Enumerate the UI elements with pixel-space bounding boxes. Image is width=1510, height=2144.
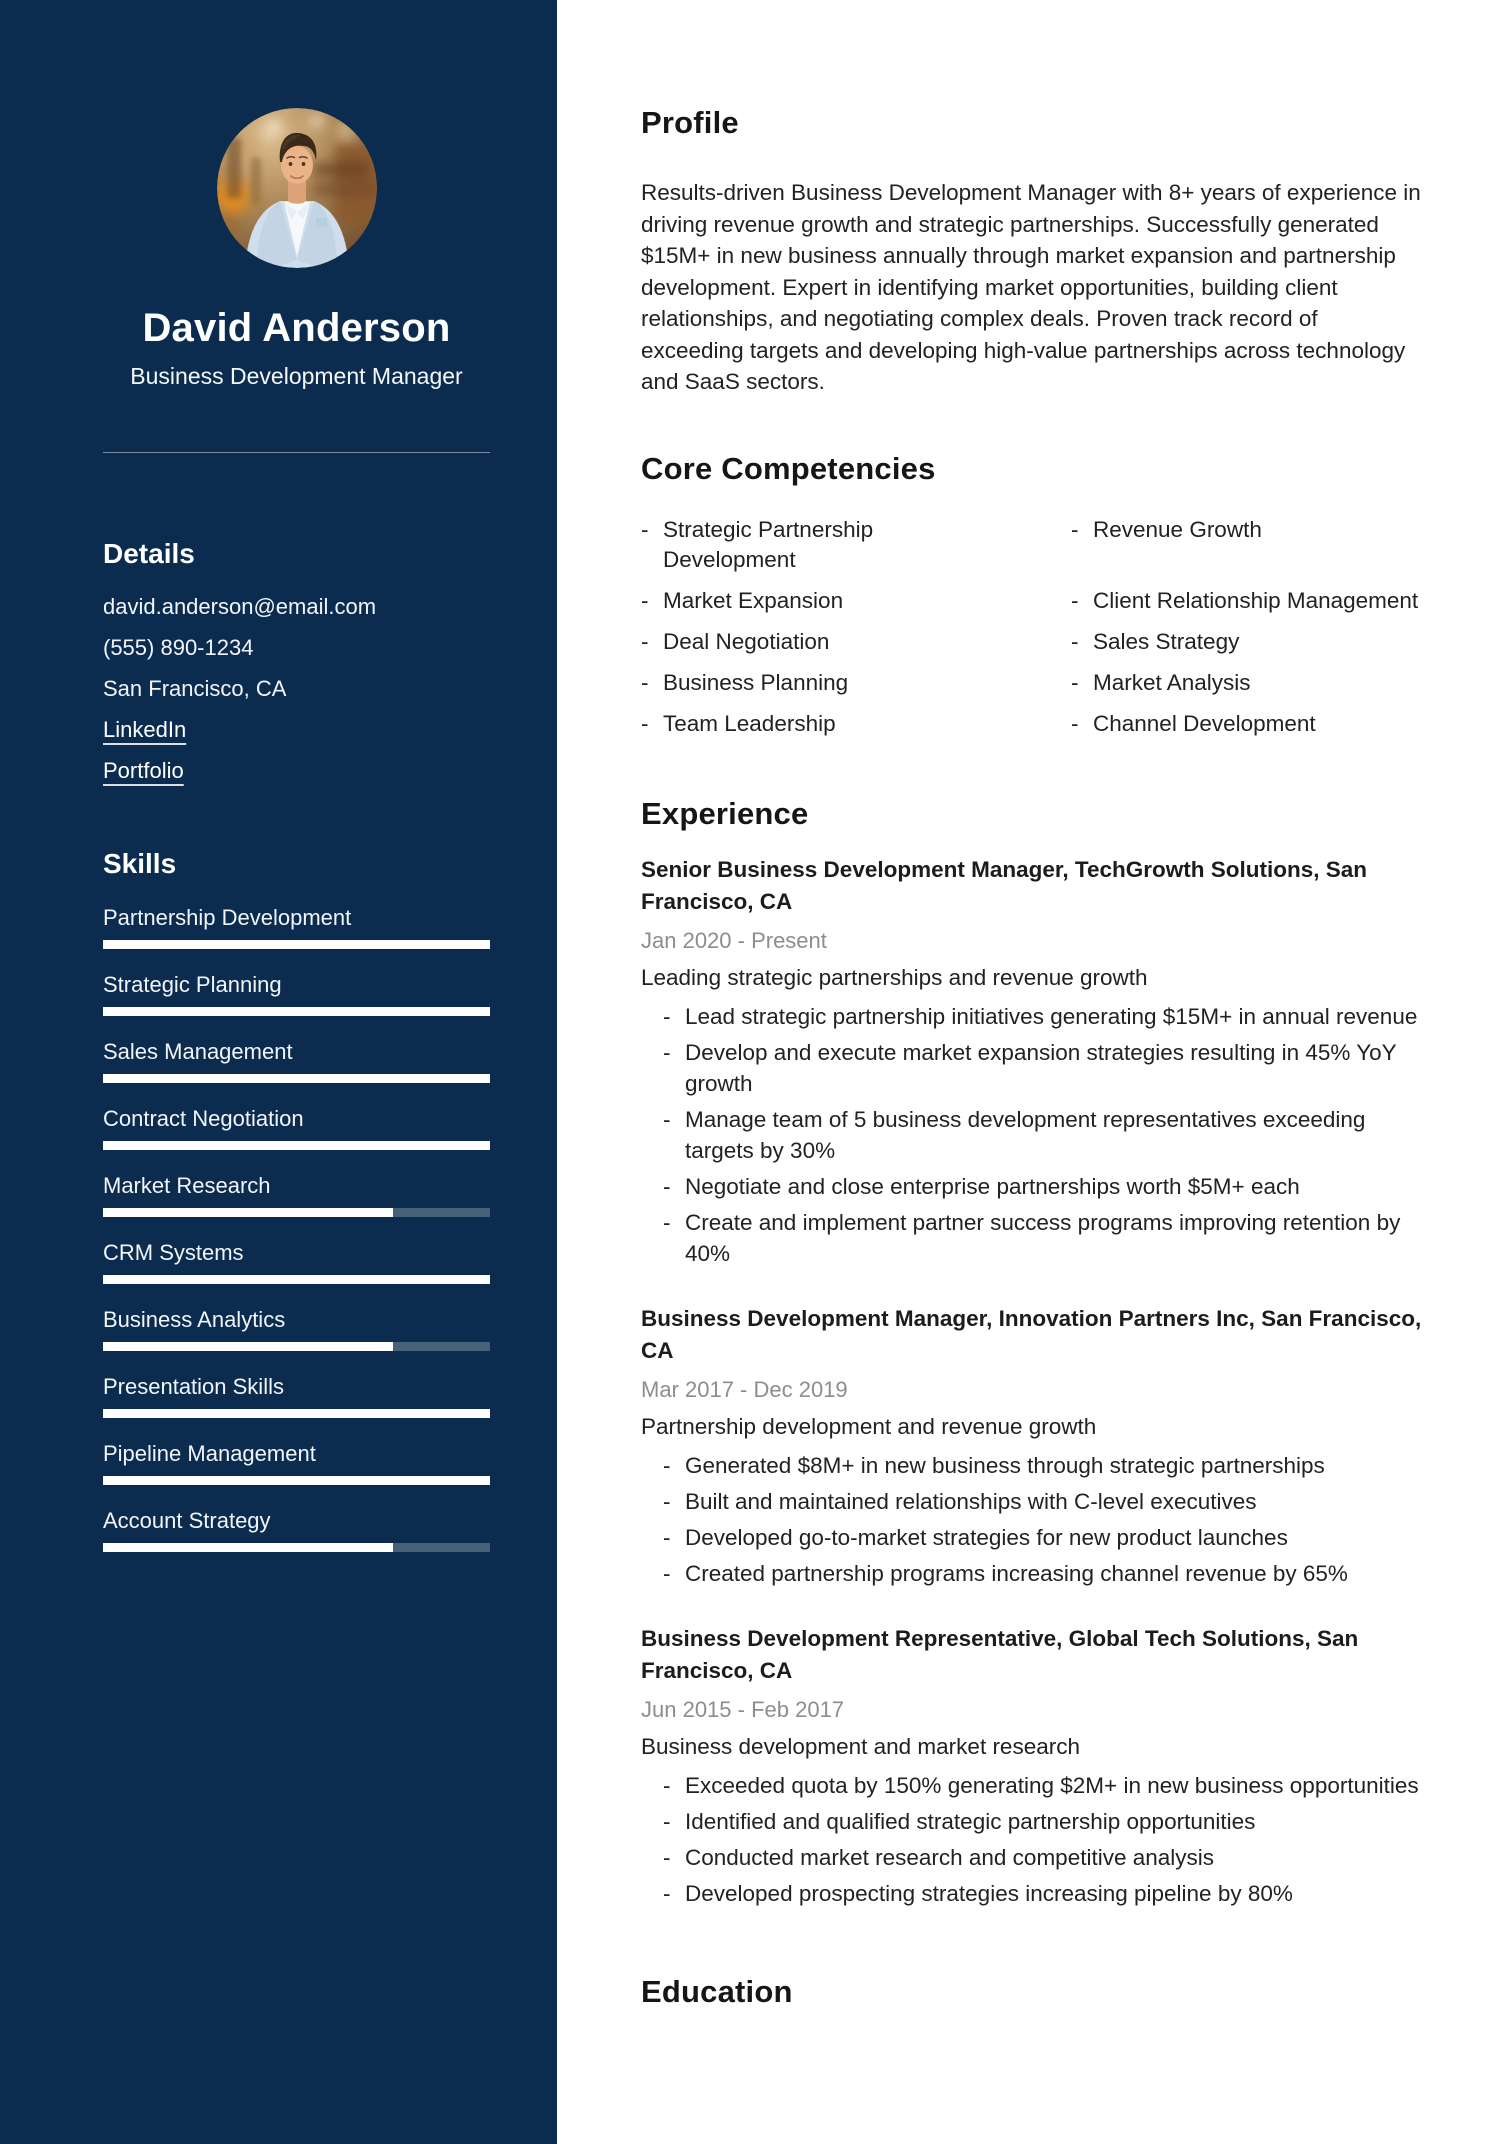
- dash-bullet: -: [641, 628, 649, 654]
- skill-item: [103, 1173, 490, 1217]
- competency-label: Client Relationship Management: [1093, 587, 1419, 613]
- skill-item: [103, 972, 490, 1016]
- contact-list: [103, 586, 490, 791]
- job-bullet: [641, 1001, 1431, 1032]
- job-bullet-text: Identified and qualified strategic partnership opportunities: [685, 1808, 1256, 1834]
- skill-item: [103, 1240, 490, 1284]
- job-bullet-text: Conducted market research and competitive analysis: [685, 1844, 1215, 1870]
- skill-bar-fill: [103, 1409, 490, 1418]
- job-bullets: [641, 1770, 1440, 1909]
- dash-bullet: -: [1071, 587, 1079, 613]
- core-competencies-grid: [641, 515, 1440, 739]
- skill-item: [103, 1307, 490, 1351]
- job-bullet-text: Generated $8M+ in new business through strategic partnerships: [685, 1452, 1325, 1478]
- skill-label: Pipeline Management: [103, 1441, 316, 1466]
- competency-label: Sales Strategy: [1093, 628, 1240, 654]
- job-dates: Jan 2020 - Present: [641, 927, 827, 953]
- job-title: Business Development Representative, Global Tech Solutions, San Francisco, CA: [641, 1625, 1359, 1683]
- job-bullet: [641, 1806, 1431, 1837]
- skill-bar: [103, 1007, 490, 1016]
- contact-link-portfolio[interactable]: Portfolio: [103, 758, 184, 783]
- person-name: David Anderson: [142, 306, 451, 350]
- competency-label: Team Leadership: [663, 710, 836, 736]
- person-headline: Business Development Manager: [130, 363, 463, 389]
- contact-phone: (555) 890-1234: [103, 635, 254, 660]
- job-bullet: [641, 1842, 1431, 1873]
- skill-label: Sales Management: [103, 1039, 293, 1064]
- dash-bullet: -: [663, 1560, 671, 1586]
- job-bullet: [641, 1104, 1431, 1166]
- competency-item: [641, 709, 1071, 739]
- competency-item: [1071, 709, 1440, 739]
- profile-photo: [217, 108, 377, 268]
- skill-bar: [103, 1342, 490, 1351]
- skill-label: Account Strategy: [103, 1508, 271, 1533]
- dash-bullet: -: [663, 1452, 671, 1478]
- dash-bullet: -: [1071, 628, 1079, 654]
- job-bullet-text: Develop and execute market expansion strategies resulting in 45% YoY growth: [685, 1039, 1397, 1096]
- dash-bullet: -: [663, 1772, 671, 1798]
- dash-bullet: -: [663, 1173, 671, 1199]
- skill-bar-fill: [103, 1275, 490, 1284]
- job-bullet-text: Manage team of 5 business development representatives exceeding targets by 30%: [685, 1106, 1366, 1163]
- job-dates: Jun 2015 - Feb 2017: [641, 1696, 845, 1722]
- skill-bar: [103, 1543, 490, 1552]
- job-title: Senior Business Development Manager, TechGrowth Solutions, San Francisco, CA: [641, 856, 1367, 914]
- dash-bullet: -: [663, 1844, 671, 1870]
- skill-label: CRM Systems: [103, 1240, 244, 1265]
- dash-bullet: -: [663, 1039, 671, 1065]
- skill-label: Business Analytics: [103, 1307, 286, 1332]
- job-bullet: [641, 1207, 1431, 1269]
- experience-jobs: [641, 854, 1440, 1909]
- profile-text: Results-driven Business Development Manager with 8+ years of experience in driving revenue growth and strategic partnerships. Successfully generated $15M+ in new business annually through market expansion and partnership development. Expert in identifying market opportunities, building client relationships, and negotiating complex deals. Proven track record of exceeding targets and developing high-value partnerships across technology and SaaS sectors.: [641, 180, 1421, 394]
- job-bullet-text: Create and implement partner success programs improving retention by 40%: [685, 1209, 1401, 1266]
- experience-heading: Experience: [641, 795, 809, 831]
- competency-item: [1071, 515, 1440, 575]
- skills-heading: Skills: [103, 848, 177, 879]
- dash-bullet: -: [663, 1524, 671, 1550]
- skill-item: [103, 1441, 490, 1485]
- skill-label: Market Research: [103, 1173, 271, 1198]
- competency-item: [641, 586, 1071, 616]
- job-bullet-text: Negotiate and close enterprise partnerships worth $5M+ each: [685, 1173, 1300, 1199]
- job-bullet-text: Created partnership programs increasing channel revenue by 65%: [685, 1560, 1348, 1586]
- job-bullet: [641, 1450, 1431, 1481]
- job-bullet: [641, 1878, 1431, 1909]
- job-entry: [641, 1623, 1440, 1909]
- skill-bar-fill: [103, 1007, 490, 1016]
- core-competencies-heading: Core Competencies: [641, 450, 936, 486]
- job-bullet: [641, 1171, 1431, 1202]
- skill-bar: [103, 940, 490, 949]
- competency-label: Market Analysis: [1093, 669, 1251, 695]
- job-entry: [641, 1303, 1440, 1589]
- skill-label: Contract Negotiation: [103, 1106, 304, 1131]
- job-bullet: [641, 1770, 1431, 1801]
- skill-item: [103, 905, 490, 949]
- sidebar: [0, 0, 557, 2144]
- job-bullet: [641, 1522, 1431, 1553]
- job-summary: Leading strategic partnerships and revenue growth: [641, 964, 1148, 990]
- dash-bullet: -: [663, 1808, 671, 1834]
- competency-item: [1071, 668, 1440, 698]
- skill-bar-fill: [103, 1141, 490, 1150]
- education-section: [641, 1973, 1440, 2010]
- skill-bar: [103, 1208, 490, 1217]
- job-summary: Partnership development and revenue growth: [641, 1413, 1097, 1439]
- skill-bar: [103, 1275, 490, 1284]
- competency-label: Revenue Growth: [1093, 516, 1262, 542]
- dash-bullet: -: [641, 669, 649, 695]
- skill-bar-fill: [103, 1476, 490, 1485]
- skill-bar-fill: [103, 1342, 393, 1351]
- job-bullet-text: Developed go-to-market strategies for new product launches: [685, 1524, 1288, 1550]
- contact-link-linkedin[interactable]: LinkedIn: [103, 717, 187, 742]
- sidebar-divider: [103, 452, 490, 453]
- job-bullet-text: Developed prospecting strategies increasing pipeline by 80%: [685, 1880, 1293, 1906]
- job-bullet-text: Lead strategic partnership initiatives generating $15M+ in annual revenue: [685, 1003, 1418, 1029]
- dash-bullet: -: [641, 516, 649, 542]
- skills-list: [103, 905, 490, 1552]
- details-heading: Details: [103, 538, 195, 569]
- dash-bullet: -: [641, 710, 649, 736]
- competency-item: [641, 515, 1071, 575]
- dash-bullet: -: [1071, 710, 1079, 736]
- skill-item: [103, 1106, 490, 1150]
- skill-bar-fill: [103, 940, 490, 949]
- dash-bullet: -: [663, 1488, 671, 1514]
- dash-bullet: -: [641, 587, 649, 613]
- experience-section: [641, 795, 1440, 1909]
- education-heading: Education: [641, 1973, 793, 2009]
- skill-bar-fill: [103, 1074, 490, 1083]
- skill-bar: [103, 1074, 490, 1083]
- competency-item: [1071, 586, 1440, 616]
- contact-location: San Francisco, CA: [103, 676, 287, 701]
- job-entry: [641, 854, 1440, 1269]
- dash-bullet: -: [663, 1106, 671, 1132]
- job-summary: Business development and market research: [641, 1733, 1080, 1759]
- skill-label: Partnership Development: [103, 905, 352, 930]
- dash-bullet: -: [663, 1880, 671, 1906]
- skill-label: Presentation Skills: [103, 1374, 284, 1399]
- skill-bar: [103, 1141, 490, 1150]
- competency-item: [641, 668, 1071, 698]
- skill-item: [103, 1039, 490, 1083]
- skill-item: [103, 1374, 490, 1418]
- competency-item: [641, 627, 1071, 657]
- job-bullet: [641, 1486, 1431, 1517]
- competency-label: Market Expansion: [663, 587, 844, 613]
- job-bullets: [641, 1450, 1440, 1589]
- job-bullets: [641, 1001, 1440, 1269]
- profile-section: [641, 104, 1440, 398]
- dash-bullet: -: [663, 1209, 671, 1235]
- skill-bar: [103, 1476, 490, 1485]
- profile-heading: Profile: [641, 105, 739, 140]
- competency-label: Business Planning: [663, 669, 849, 695]
- skill-label: Strategic Planning: [103, 972, 282, 997]
- dash-bullet: -: [663, 1003, 671, 1029]
- competency-label: Strategic Partnership Development: [663, 516, 874, 572]
- contact-email: david.anderson@email.com: [103, 594, 377, 619]
- job-bullet-text: Built and maintained relationships with C-level executives: [685, 1488, 1257, 1514]
- skill-bar-fill: [103, 1208, 393, 1217]
- skill-bar: [103, 1409, 490, 1418]
- job-title: Business Development Manager, Innovation Partners Inc, San Francisco, CA: [641, 1305, 1422, 1363]
- job-dates: Mar 2017 - Dec 2019: [641, 1376, 848, 1402]
- competency-item: [1071, 627, 1440, 657]
- core-competencies-section: [641, 450, 1440, 739]
- competency-label: Channel Development: [1093, 710, 1316, 736]
- dash-bullet: -: [1071, 669, 1079, 695]
- job-bullet: [641, 1037, 1431, 1099]
- job-bullet: [641, 1558, 1431, 1589]
- resume-content: [557, 0, 1510, 2144]
- skill-bar-fill: [103, 1543, 393, 1552]
- competency-label: Deal Negotiation: [663, 628, 830, 654]
- skill-item: [103, 1508, 490, 1552]
- dash-bullet: -: [1071, 516, 1079, 542]
- job-bullet-text: Exceeded quota by 150% generating $2M+ in new business opportunities: [685, 1772, 1419, 1798]
